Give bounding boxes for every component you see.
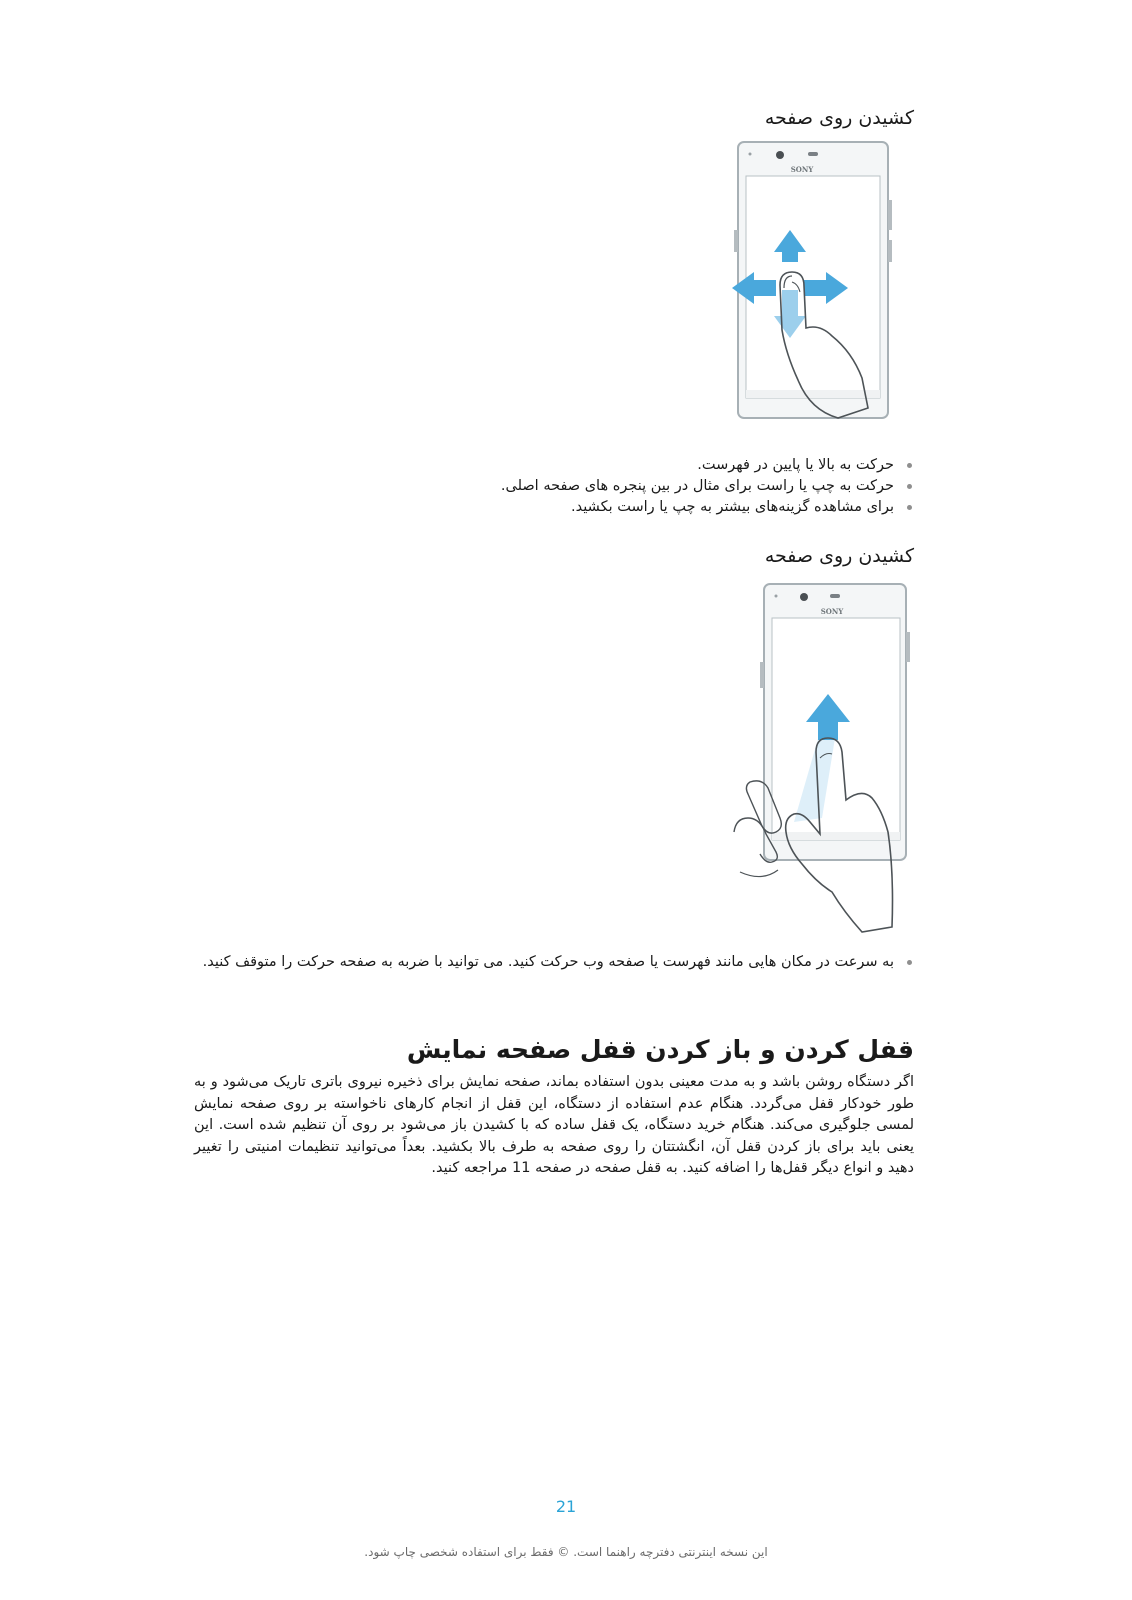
section-title-lock: قفل کردن و باز کردن قفل صفحه نمایش xyxy=(406,1035,914,1064)
footer-note: این نسخه اینترنتی دفترچه راهنما است. © فقط برای استفاده شخصی چاپ شود. xyxy=(364,1545,768,1559)
section-heading-flick: کشیدن روی صفحه xyxy=(764,545,914,567)
body-paragraph: اگر دستگاه روشن باشد و به مدت معینی بدون استفاده بماند، صفحه نمایش برای ذخیره نیروی باتری تاریک می‌شود و به طور خودکار قفل می‌گردد. هنگام عدم استفاده از دستگاه، این قفل از انجام کارهای ناخواسته بر روی صفحه نمایش لمسی جلوگیری می‌کند. هنگام خرید دستگاه، یک قفل ساده که با کشیدن باز می‌شود بر روی آن تنظیم شده است. این یعنی باید برای باز کردن قفل آن، انگشتتان را روی صفحه به طرف بالا بکشید. بعداً می‌توانید تنظیمات امنیتی را تغییر دهید و انواع دیگر قفل‌ها را اضافه کنید. به قفل صفحه در صفحه 11 مراجعه کنید. xyxy=(194,1074,914,1176)
bullet-list-drag xyxy=(194,455,914,518)
section-heading-drag: کشیدن روی صفحه xyxy=(764,107,914,129)
list-item: حرکت به چپ یا راست برای مثال در بین پنجره های صفحه اصلی. xyxy=(194,476,914,497)
phone-brand-label: SONY xyxy=(820,607,844,616)
list-item: حرکت به بالا یا پایین در فهرست. xyxy=(194,455,914,476)
front-camera-icon xyxy=(800,593,808,601)
list-item: برای مشاهده گزینه‌های بیشتر به چپ یا راست بکشید. xyxy=(194,497,914,518)
list-item: به سرعت در مکان هایی مانند فهرست یا صفحه وب حرکت کنید. می توانید با ضربه به صفحه حرکت را متوقف کنید. xyxy=(194,952,914,973)
front-camera-icon xyxy=(776,151,784,159)
bullet-list-flick xyxy=(194,952,914,973)
page-number: 21 xyxy=(555,1497,577,1516)
phone-swipe-illustration xyxy=(728,140,913,425)
phone-brand-label: SONY xyxy=(790,165,814,174)
phone-flick-illustration xyxy=(732,582,912,942)
